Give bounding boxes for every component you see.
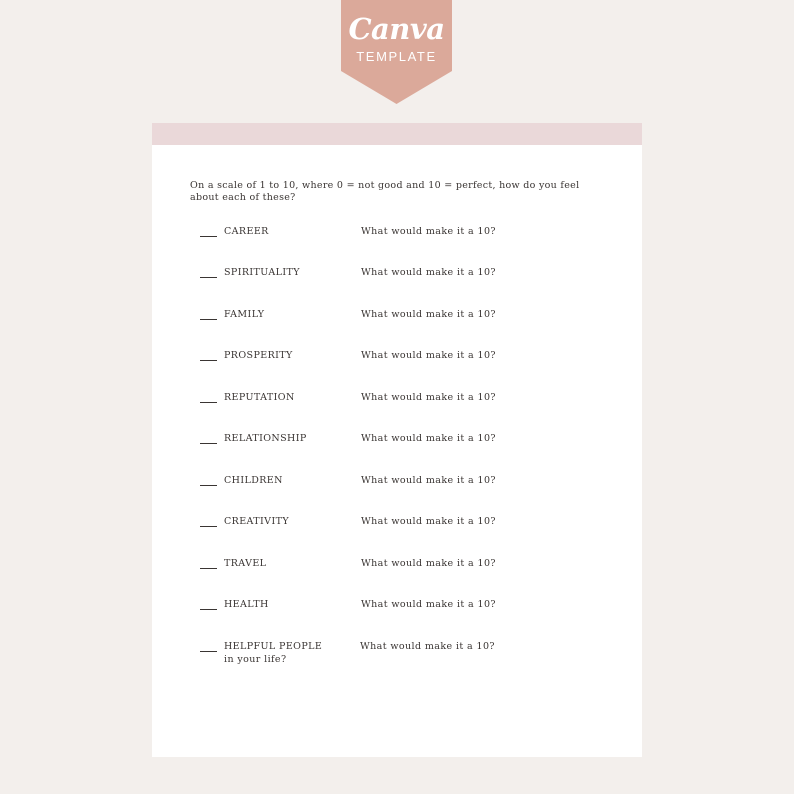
rating-row-travel xyxy=(152,557,642,587)
question-prompt: What would make it a 10? xyxy=(361,599,496,610)
rating-row-spirituality xyxy=(152,266,642,296)
question-prompt: What would make it a 10? xyxy=(361,226,496,237)
rating-blank[interactable] xyxy=(200,227,217,237)
worksheet-page xyxy=(152,123,642,757)
intro-text: On a scale of 1 to 10, where 0 = not good and 10 = perfect, how do you feel about each of these? xyxy=(190,180,580,203)
question-prompt: What would make it a 10? xyxy=(361,433,496,444)
area-label: CREATIVITY xyxy=(224,516,290,527)
canva-template-badge xyxy=(341,0,452,104)
area-label: FAMILY xyxy=(224,309,265,320)
area-label: CHILDREN xyxy=(224,475,283,486)
rating-blank[interactable] xyxy=(200,517,217,527)
rating-row-health xyxy=(152,598,642,628)
area-label-line2: in your life? xyxy=(224,654,287,665)
area-label: HEALTH xyxy=(224,599,269,610)
rating-row-reputation xyxy=(152,391,642,421)
question-prompt: What would make it a 10? xyxy=(361,350,496,361)
question-prompt: What would make it a 10? xyxy=(361,516,496,527)
question-prompt: What would make it a 10? xyxy=(361,267,496,278)
question-prompt: What would make it a 10? xyxy=(360,641,495,652)
rating-blank[interactable] xyxy=(200,351,217,361)
area-label: SPIRITUALITY xyxy=(224,267,300,278)
question-prompt: What would make it a 10? xyxy=(361,309,496,320)
area-label: REPUTATION xyxy=(224,392,295,403)
rating-blank[interactable] xyxy=(200,310,217,320)
area-label: RELATIONSHIP xyxy=(224,433,307,444)
rating-row-relationship xyxy=(152,432,642,462)
rating-row-creativity xyxy=(152,515,642,545)
badge-subtitle: TEMPLATE xyxy=(356,49,437,64)
rating-blank[interactable] xyxy=(200,642,217,652)
rating-row-children xyxy=(152,474,642,504)
rating-row-family xyxy=(152,308,642,338)
area-label: TRAVEL xyxy=(224,558,267,569)
area-label-line1: HELPFUL PEOPLE xyxy=(224,641,323,652)
rating-blank[interactable] xyxy=(200,600,217,610)
area-label xyxy=(224,640,354,666)
question-prompt: What would make it a 10? xyxy=(361,475,496,486)
question-prompt: What would make it a 10? xyxy=(361,392,496,403)
header-band xyxy=(152,123,642,145)
area-label: PROSPERITY xyxy=(224,350,293,361)
rating-row-prosperity xyxy=(152,349,642,379)
area-label: CAREER xyxy=(224,226,269,237)
question-prompt: What would make it a 10? xyxy=(361,558,496,569)
rating-row-helpful-people xyxy=(152,640,642,670)
rating-blank[interactable] xyxy=(200,476,217,486)
rating-row-career xyxy=(152,225,642,255)
rating-blank[interactable] xyxy=(200,268,217,278)
badge-brand: Canva xyxy=(348,12,445,46)
rating-blank[interactable] xyxy=(200,434,217,444)
rating-blank[interactable] xyxy=(200,393,217,403)
rating-blank[interactable] xyxy=(200,559,217,569)
